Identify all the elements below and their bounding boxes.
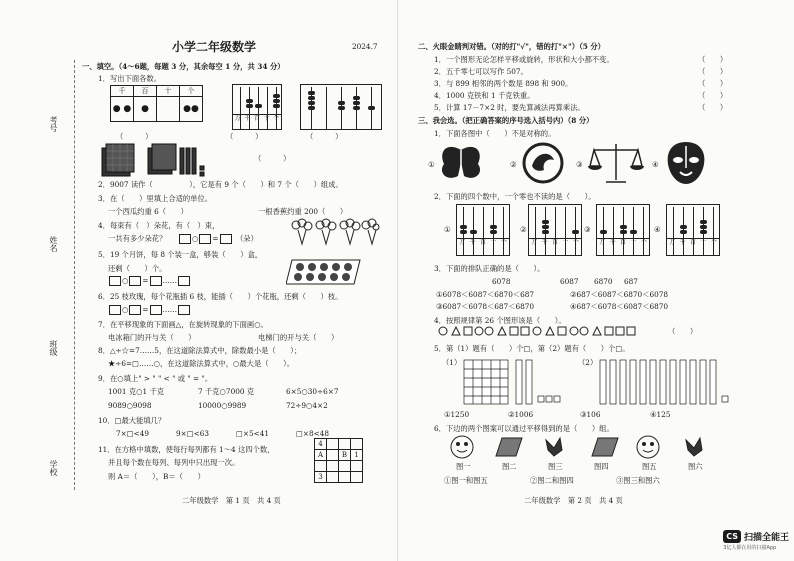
place-dots: ● bbox=[134, 97, 157, 122]
q1-text: 1．下面各图中（ ）不是对称的。 bbox=[434, 129, 556, 138]
q4-question: 一共有多少朵花？ bbox=[108, 234, 167, 243]
tf-answer: （ ） bbox=[698, 103, 728, 112]
q8-text-b: ★÷6=□……○，在这道除法算式中，○最大是（ ）。 bbox=[108, 359, 295, 368]
abacus-option-2: 万 千 百 十 个 bbox=[528, 204, 582, 256]
q3-number: 6078 bbox=[492, 277, 511, 286]
place-dots: ●● bbox=[180, 97, 203, 122]
abacus-option-3: 万 千 百 十 个 bbox=[596, 204, 650, 256]
q6-option: ②图二和图四 bbox=[530, 476, 574, 485]
page-footer: 二年级数学 第 2 页 共 4 页 bbox=[524, 496, 623, 505]
q3-number: 687 bbox=[624, 277, 638, 286]
q10-item: □×8<48 bbox=[296, 429, 330, 438]
opera-mask-picture bbox=[664, 140, 708, 186]
q6-text: 6．25 枝玫瑰，每个花瓶插 6 枝，能插（ ）个花瓶，还剩（ ）枝。 bbox=[98, 292, 343, 301]
tf-answer: （ ） bbox=[698, 55, 728, 64]
q10-text: 10．□最大能填几？ bbox=[98, 416, 166, 425]
q4-text: 4．按照规律第 26 个图形该是（ ）。 bbox=[434, 316, 566, 325]
q1-text: 1．写出下面各数。 bbox=[98, 74, 162, 83]
q4-unit: （朵） bbox=[236, 234, 258, 243]
q3-option: ④687＜6078＜6087＜6870 bbox=[570, 302, 669, 311]
q4-equation: ○ = bbox=[178, 234, 233, 244]
q4-text: 4．每束有（ ）朵花，有（ ）束， bbox=[98, 221, 220, 230]
q5-tag: （1） bbox=[442, 358, 462, 367]
option-label: ④ bbox=[652, 160, 659, 169]
q5-tag: （2） bbox=[578, 358, 598, 367]
q9-item: 6×5○30÷6×7 bbox=[286, 387, 339, 396]
abacus-2 bbox=[300, 84, 382, 130]
option-label: ② bbox=[510, 160, 517, 169]
q9-text: 9．在○填上" > " " < " 或 " = "。 bbox=[98, 374, 213, 383]
page-footer: 二年级数学 第 1 页 共 4 页 bbox=[182, 496, 281, 505]
tf-item: 2．五千零七可以写作 507。 bbox=[434, 67, 528, 76]
place-tens: 十 bbox=[157, 86, 180, 97]
q11-text: 11．在方格中填数，使每行每列都有 1～4 这四个数， bbox=[98, 445, 275, 454]
exam-title: 小学二年级数学 bbox=[172, 40, 257, 54]
q7-text: 7．在平移现象的下面画△，在旋转现象的下面画○。 bbox=[98, 320, 268, 329]
exam-page-2 bbox=[397, 0, 794, 561]
q5-option: ②1006 bbox=[508, 410, 534, 419]
tf-item: 5．计算 17－7×2 时，要先算减法再算乘法。 bbox=[434, 103, 585, 112]
mooncakes-picture bbox=[286, 258, 362, 286]
q7-elevator: 电梯门的开与关（ ） bbox=[258, 333, 339, 342]
tf-item: 1．一个图形无论怎样平移或旋转，形状和大小都不变。 bbox=[434, 55, 614, 64]
tf-item: 3．与 899 相邻的两个数是 898 和 900。 bbox=[434, 79, 573, 88]
q9-item: 10000○9989 bbox=[198, 401, 247, 410]
q5-blocks-2-picture bbox=[598, 358, 734, 406]
abacus-option-1: 万 千 百 十 个 bbox=[456, 204, 510, 256]
q3-text: 3．下面的排队正确的是（ ）。 bbox=[434, 264, 545, 273]
figure-label: 图六 bbox=[688, 462, 703, 471]
side-label-school: 学校 bbox=[49, 460, 58, 476]
q3-number: 6087 bbox=[560, 277, 579, 286]
q5-blocks-1-picture bbox=[462, 358, 572, 406]
q5-equation: ○ = …… bbox=[108, 276, 191, 286]
answer-paren: （ ） bbox=[226, 132, 263, 141]
figure-label: 图二 bbox=[502, 462, 517, 471]
figure-label: 图一 bbox=[456, 462, 471, 471]
place-value-table bbox=[110, 85, 203, 122]
q5-text: 5．19 个月饼，每 8 个装一盒，够装（ ）盒， bbox=[98, 250, 263, 259]
butterfly-picture bbox=[438, 142, 484, 184]
dragon-emblem-picture bbox=[522, 142, 564, 184]
abacus-1: 万 千 百 十 个 bbox=[232, 84, 282, 130]
side-label-name: 姓名 bbox=[49, 236, 58, 252]
q6-option: ①图一和图五 bbox=[444, 476, 488, 485]
cs-badge-icon: CS bbox=[723, 530, 741, 543]
scanner-app-tagline: 3亿人都在用的扫描App bbox=[723, 545, 777, 551]
tf-answer: （ ） bbox=[698, 67, 728, 76]
option-label: ① bbox=[428, 160, 435, 169]
option-label: ② bbox=[520, 225, 527, 234]
q10-item: □×5<41 bbox=[236, 429, 270, 438]
q9-item: 7 千克○7000 克 bbox=[198, 387, 255, 396]
place-thousands: 千 bbox=[111, 86, 134, 97]
shape-pattern-picture bbox=[438, 326, 648, 336]
q3-watermelon: 一个西瓜约重 6（ ） bbox=[108, 207, 188, 216]
place-ones: 个 bbox=[180, 86, 203, 97]
q11-text-b: 并且每个数在每列、每列中只出现一次。 bbox=[108, 458, 240, 467]
flower-bouquets-picture bbox=[288, 218, 380, 246]
q3-option: ②687＜6087＜6870＜6078 bbox=[570, 290, 669, 299]
balance-scale-picture bbox=[588, 140, 644, 186]
q10-item: 7×□<49 bbox=[116, 429, 150, 438]
section1-header: 一、填空。（4～6题，每题 3 分，其余每空 1 分，共 34 分） bbox=[82, 62, 285, 71]
q6-equation: ○ = …… bbox=[108, 305, 191, 315]
scanner-app-logo bbox=[723, 530, 789, 551]
q11-answer: 则 A＝（ ），B＝（ ） bbox=[108, 472, 205, 481]
q5-text: 5．第（1）题有（ ）个□，第（2）题有（ ）个□。 bbox=[434, 344, 630, 353]
q6-text: 6．下边的两个图案可以通过平移得到的是（ ）组。 bbox=[434, 424, 614, 433]
abacus-option-4: 万 千 百 十 个 bbox=[666, 204, 720, 256]
q5-option: ④125 bbox=[650, 410, 671, 419]
tf-answer: （ ） bbox=[698, 91, 728, 100]
q4-answer: （ ） bbox=[668, 327, 698, 336]
q10-item: 9×□<63 bbox=[176, 429, 210, 438]
translation-figures-picture bbox=[450, 434, 710, 460]
q6-option: ③图三和图六 bbox=[616, 476, 660, 485]
tf-answer: （ ） bbox=[698, 79, 728, 88]
q9-item: 72÷9○4×2 bbox=[286, 401, 328, 410]
figure-label: 图五 bbox=[642, 462, 657, 471]
q5-remainder: 还剩（ ）个。 bbox=[108, 264, 167, 273]
place-dots: ● ● bbox=[111, 97, 134, 122]
side-label-exam-no: 考号 bbox=[49, 116, 58, 132]
place-hundreds: 百 bbox=[134, 86, 157, 97]
answer-paren: （ ） bbox=[116, 132, 153, 141]
q2-text: 2．下面的四个数中，一个零也不读的是（ ）。 bbox=[434, 192, 596, 201]
binding-line bbox=[74, 60, 75, 490]
q9-item: 9089○9098 bbox=[108, 401, 152, 410]
figure-label: 图四 bbox=[594, 462, 609, 471]
base-ten-blocks-picture bbox=[100, 142, 210, 178]
q7-fridge: 电冰箱门的开与关（ ） bbox=[108, 333, 196, 342]
figure-label: 图三 bbox=[548, 462, 563, 471]
exam-date: 2024.7 bbox=[352, 42, 378, 51]
option-label: ④ bbox=[654, 225, 661, 234]
answer-paren: （ ） bbox=[306, 132, 343, 141]
option-label: ① bbox=[444, 225, 451, 234]
option-label: ③ bbox=[584, 225, 591, 234]
q3-text: 3．在（ ）里填上合适的单位。 bbox=[98, 194, 213, 203]
answer-paren: （ ） bbox=[254, 154, 291, 163]
q3-number: 6870 bbox=[594, 277, 613, 286]
q2-text: 2．9007 读作（ ），它是有 9 个（ ）和 7 个（ ）组成。 bbox=[98, 180, 343, 189]
q3-banana: 一根香蕉约重 200（ ） bbox=[258, 207, 348, 216]
side-label-class: 班级 bbox=[49, 340, 58, 356]
q3-option: ①6078＜6087＜6870＜687 bbox=[436, 290, 535, 299]
section2-header: 二、火眼金睛判对错。（对的打"√"，错的打"×"）（5 分） bbox=[418, 42, 605, 51]
q9-item: 1001 克○1 千克 bbox=[108, 387, 165, 396]
tf-item: 4．1000 克铁和 1 千克铁重。 bbox=[434, 91, 535, 100]
place-dots bbox=[157, 97, 180, 122]
q5-option: ③106 bbox=[580, 410, 601, 419]
section3-header: 三、我会选。（把正确答案的序号选入括号内）（8 分） bbox=[418, 116, 594, 125]
q8-text: 8．△÷☆=7……5，在这道除法算式中，除数最小是（ ）； bbox=[98, 346, 302, 355]
q5-option: ①1250 bbox=[444, 410, 470, 419]
scanner-app-name: 扫描全能王 bbox=[743, 533, 789, 543]
sudoku-grid: 4 A B 1 3 bbox=[314, 438, 363, 483]
q3-option: ③6087＜6078＜687＜6870 bbox=[436, 302, 535, 311]
option-label: ③ bbox=[576, 160, 583, 169]
